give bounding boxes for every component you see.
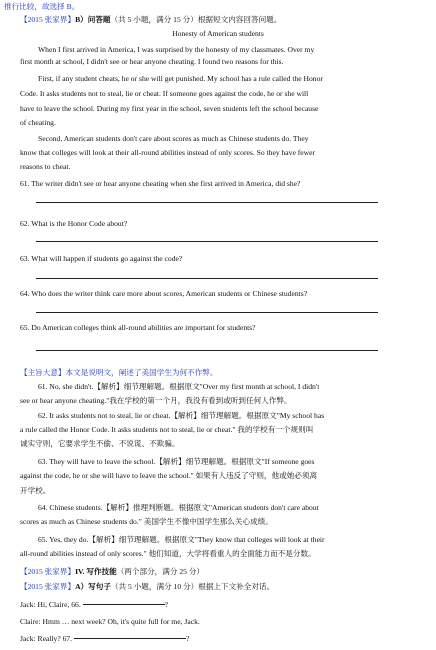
- answer-line: a rule called the Honor Code. It asks students not to steal, lie or cheat." 我的学校有一个规则叫: [20, 425, 314, 434]
- section-iv-instructions: （两个部分，满分 25 分）: [116, 567, 205, 576]
- section-b-title: 问答题: [87, 15, 111, 24]
- question-63: 63. What will happen if students go against the code?: [20, 254, 183, 263]
- top-fragment: 推行比较，故选择 B。: [4, 2, 80, 11]
- passage-line: of cheating.: [20, 118, 56, 127]
- passage-line: First, if any student cheats, he or she will get punished. My school has a rule called the Honor: [38, 74, 323, 83]
- question-65: 65. Do American colleges think all-round abilities are important for students?: [20, 323, 256, 332]
- passage-title: Honesty of American students: [172, 29, 264, 38]
- passage-line: When I first arrived in America, I was surprised by the honesty of my classmates. Over my: [38, 45, 315, 54]
- answer-line-62[interactable]: [36, 241, 378, 242]
- dialogue-line-claire: Claire: Hmm … next week? Oh, it's quite full for me, Jack.: [20, 617, 200, 626]
- dialogue-line-66: [20, 600, 168, 610]
- answer-line: 开学校。: [20, 486, 51, 495]
- dialogue-text: Jack: Really? 67.: [20, 634, 74, 643]
- section-b-instructions: （共 5 小题，满分 15 分）根据短文内容回答问题。: [110, 15, 282, 24]
- dialogue-text: Jack: Hi, Claire, 66.: [20, 600, 83, 609]
- answer-line-64[interactable]: [36, 312, 378, 313]
- answer-line-65[interactable]: [36, 350, 378, 351]
- section-iv-header: [20, 567, 204, 577]
- blank-66[interactable]: [83, 604, 165, 605]
- dialogue-line-67: [20, 634, 189, 644]
- answer-line-61[interactable]: [36, 202, 378, 203]
- dialogue-tail: ?: [164, 600, 169, 609]
- answer-line: 诚实守则，它要求学生不偷、不说谎、不欺骗。: [20, 439, 180, 448]
- answer-line: 62. It asks students not to steal, lie or cheat.【解析】细节理解题。根据原文"My school has: [38, 411, 325, 420]
- section-b-header: [20, 15, 281, 25]
- answer-line-63[interactable]: [36, 278, 378, 279]
- section-a-tag: 【2015 张家界】: [20, 582, 76, 591]
- answer-line: scores as much as Chinese students do." 美国学生不像中国学生那么关心成绩。: [20, 517, 273, 526]
- answer-line: 63. They will have to leave the school.【解析】细节理解题。根据原文"If someone goes: [38, 457, 315, 466]
- section-iv-label: IV. 写作技能: [75, 567, 117, 576]
- question-62: 62. What is the Honor Code about?: [20, 219, 128, 228]
- passage-line: know that colleges will look at their all-round abilities instead of only scores. So they have fewer: [20, 148, 316, 157]
- section-a-instructions: （共 5 小题，满分 10 分）根据上下文补全对话。: [110, 582, 275, 591]
- passage-line: Second, American students don't care about scores as much as Chinese students do. They: [38, 134, 309, 143]
- section-b-tag: 【2015 张家界】: [20, 15, 76, 24]
- passage-line: have to leave the school. During my first year in the school, seven students left the school because: [20, 104, 319, 113]
- blank-67[interactable]: [74, 638, 186, 639]
- passage-line: Code. It asks students not to steal, lie or cheat. If someone goes against the code, he or she will: [20, 89, 309, 98]
- answer-line: 65. Yes, they do.【解析】细节理解题。根据原文"They know that colleges will look at their: [38, 535, 325, 544]
- answer-line: 61. No, she didn't.【解析】细节理解题。根据原文"Over my first month at school, I didn't: [38, 382, 320, 391]
- section-a-title: 写句子: [88, 582, 111, 591]
- answers-heading: 【主旨大意】本文是说明文，阐述了美国学生为何不作弊。: [20, 368, 218, 377]
- section-a-label: A）: [75, 582, 89, 591]
- section-b-label: B）: [75, 15, 88, 24]
- section-iv-tag: 【2015 张家界】: [20, 567, 76, 576]
- question-61: 61. The writer didn't see or hear anyone cheating when she first arrived in America, did she?: [20, 179, 301, 188]
- section-a-header: [20, 582, 274, 592]
- answer-line: against the code, he or she will have to leave the school." 如果有人违反了守则，他或她必须离: [20, 471, 318, 480]
- passage-line: reasons to cheat.: [20, 162, 71, 171]
- answer-line: all-round abilities instead of only scores." 他们知道，大学将看重人的全面能力而不是分数。: [20, 549, 316, 558]
- answer-line: 64. Chinese students.【解析】推理判断题。根据原文"American students don't care about: [38, 503, 319, 512]
- passage-line: first month at school, I didn't see or hear anyone cheating. I found two reasons for this.: [20, 57, 284, 66]
- question-64: 64. Who does the writer think care more about scores, American students or Chinese students?: [20, 289, 308, 298]
- answer-line: see or hear anyone cheating."我在学校的第一个月，我没有看到或听到任何人作弊。: [20, 396, 292, 405]
- dialogue-tail: ?: [185, 634, 190, 643]
